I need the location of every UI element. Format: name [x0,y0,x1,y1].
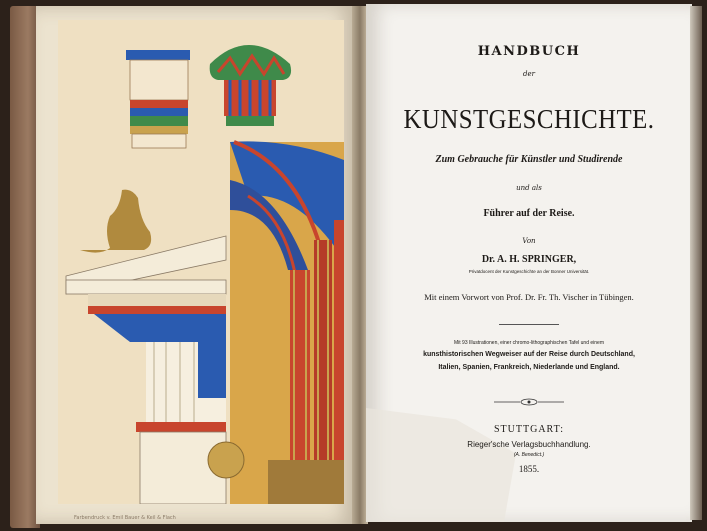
subtitle: Zum Gebrauche für Künstler und Studirende [435,154,623,165]
fuehrer-title: Führer auf der Reise. [483,208,575,219]
publisher-name: Rieger'sche Verlagsbuchhandlung. [467,440,591,449]
foreword-line: Mit einem Vorwort von Prof. Dr. Fr. Th. Vischer in Tübingen. [424,292,634,302]
title-handbuch: HANDBUCH [477,44,581,59]
chromolithograph-plate [58,20,344,504]
ornament-divider [494,397,564,407]
illustrations-line-3: Italien, Spanien, Frankreich, Niederlande und England. [438,364,620,371]
title-der: der [523,70,535,78]
left-page-plate [36,6,354,524]
author-name: Dr. A. H. SPRINGER, [481,254,577,265]
divider-rule [499,324,559,325]
main-title: KUNSTGESCHICHTE. [403,104,655,134]
egyptian-capital-right [210,45,291,126]
architecture-illustration [58,20,344,504]
plate-caption: Farbendruck v. Emil Bauer & Keil & Flach [74,515,176,521]
page-edge [690,6,702,520]
illustrations-line-1: Mit 93 Illustrationen, einer chromo-lithographischen Tafel und einem [454,340,604,346]
title-page [366,4,692,522]
publication-year: 1855. [518,464,540,474]
egyptian-capital-left [126,50,190,148]
gothic-vault [230,141,344,504]
publisher-city: STUTTGART: [493,424,564,435]
author-title: Privatdocent der Kunstgeschichte an der Bonner Universität. [468,269,590,274]
greek-temple [66,190,244,504]
von-label: Von [522,237,536,245]
und-als: und als [516,184,542,192]
publisher-note: (A. Benedict.) [513,452,545,458]
illustrations-line-2: kunsthistorischen Wegweiser auf der Reise durch Deutschland, [423,351,635,358]
